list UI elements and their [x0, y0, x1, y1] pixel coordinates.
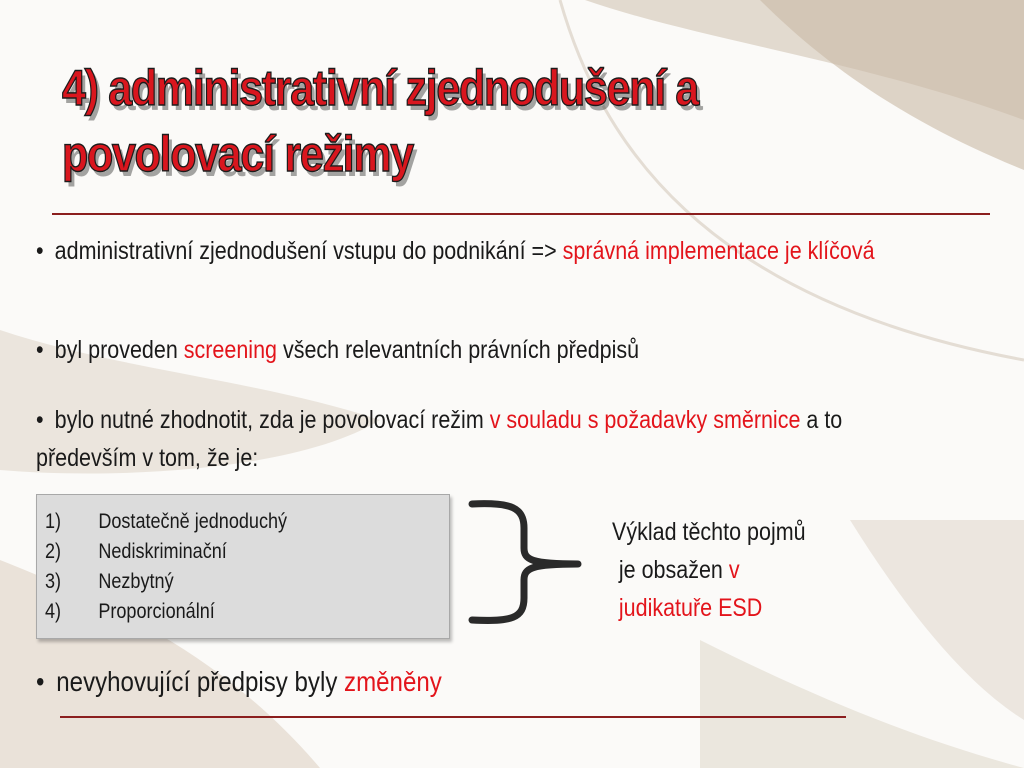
criteria-number: 3): [45, 570, 62, 593]
bullet-marker: •: [36, 666, 45, 697]
bullet-marker: •: [36, 237, 44, 265]
criteria-box: [36, 494, 450, 639]
bullet-highlight: screening: [183, 336, 277, 364]
explanation-line1: Výklad těchto pojmů: [612, 518, 806, 546]
explanation-text: je obsažen: [618, 556, 729, 584]
criteria-item: [45, 507, 392, 537]
criteria-number: 2): [45, 540, 62, 563]
bullet-highlight: v souladu s požadavky směrnice: [489, 406, 801, 434]
bottom-divider: [60, 716, 846, 718]
criteria-item: [45, 537, 392, 567]
slide-title-line1: 4) administrativní zjednodušení a: [62, 60, 699, 116]
criteria-number: 4): [45, 600, 62, 623]
bullet-text: administrativní zjednodušení vstupu do podnikání =>: [48, 237, 563, 265]
criteria-label: Dostatečně jednoduchý: [98, 510, 288, 533]
bullet-marker: •: [36, 336, 44, 364]
explanation-line2: [612, 551, 922, 589]
slide-title: [62, 55, 836, 187]
bullet-highlight: změněny: [344, 666, 442, 697]
criteria-list: [37, 495, 449, 627]
criteria-label: Nezbytný: [98, 570, 174, 593]
bullet-marker: •: [36, 406, 44, 434]
criteria-item: [45, 597, 392, 627]
bullet-text-after: a to především v tom, že je:: [36, 406, 843, 472]
bullet-amended-regulations: [36, 663, 638, 701]
curly-brace-icon: [462, 498, 592, 626]
criteria-item: [45, 567, 392, 597]
bullet-screening: [36, 331, 922, 369]
criteria-label: Nediskriminační: [98, 540, 227, 563]
bullet-text-after: všech relevantních právních předpisů: [276, 336, 640, 364]
explanation-highlight: v: [728, 556, 740, 584]
criteria-label: Proporcionální: [98, 600, 215, 623]
explanation-note: [612, 513, 922, 627]
bullet-highlight: správná implementace je klíčová: [562, 237, 875, 265]
bullet-text-before: byl proveden: [48, 336, 184, 364]
bullet-administrative-simplification: [36, 232, 922, 270]
explanation-line3: judikatuře ESD: [618, 594, 763, 622]
title-divider: [52, 213, 990, 215]
slide-title-line2: povolovací režimy: [62, 126, 413, 182]
bullet-text-before: nevyhovující předpisy byly: [49, 666, 345, 697]
criteria-number: 1): [45, 510, 62, 533]
bullet-text-before: bylo nutné zhodnotit, zda je povolovací režim: [48, 406, 490, 434]
bullet-assessment: [36, 401, 896, 477]
